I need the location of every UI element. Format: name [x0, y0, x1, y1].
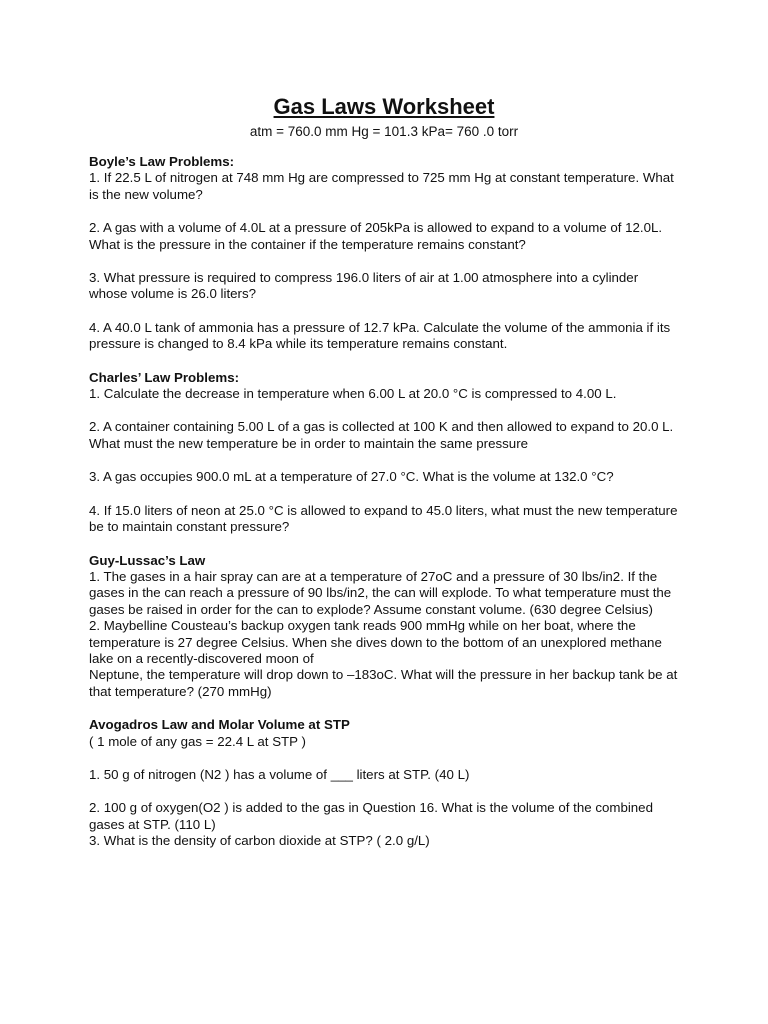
avogadro-note: ( 1 mole of any gas = 22.4 L at STP ) — [89, 733, 306, 749]
charles-question-3: 3. A gas occupies 900.0 mL at a temperature of 27.0 °C. What is the volume at 132.0 °C? — [89, 469, 614, 485]
unit-conversion-line: atm = 760.0 mm Hg = 101.3 kPa= 760 .0 torr — [249, 124, 519, 139]
boyle-question-1: 1. If 22.5 L of nitrogen at 748 mm Hg are compressed to 725 mm Hg at constant temperature. What is the new volume? — [89, 170, 678, 202]
avogadro-question-1: 1. 50 g of nitrogen (N2 ) has a volume of ___ liters at STP. (40 L) — [89, 766, 470, 782]
avogadro-heading: Avogadros Law and Molar Volume at STP — [89, 717, 350, 733]
avogadro-question-2: 2. 100 g of oxygen(O2 ) is added to the gas in Question 16. What is the volume of the combined gases at STP. (110 L) — [89, 800, 657, 832]
boyle-question-3: 3. What pressure is required to compress 196.0 liters of air at 1.00 atmosphere into a cylinder whose volume is 26.0 liters? — [89, 270, 642, 302]
charles-question-4: 4. If 15.0 liters of neon at 25.0 °C is allowed to expand to 45.0 liters, what must the new temperature — [89, 502, 678, 518]
charles-question-4-continued: be to maintain constant pressure? — [89, 519, 290, 535]
gay-lussac-section — [89, 552, 682, 701]
worksheet-content — [89, 154, 682, 850]
gay-lussac-question-2: 2. Maybelline Cousteau’s backup oxygen tank reads 900 mmHg while on her boat, where the temperature is 27 degree Celsius. When she dives down to the bottom of an unexplored methane lake on a recently-discovered moon of — [89, 618, 666, 666]
avogadro-section — [89, 717, 679, 849]
boyle-question-2: 2. A gas with a volume of 4.0L at a pressure of 205kPa is allowed to expand to a volume of 12.0L. What is the pressure in the container if the temperature remains constant? — [89, 220, 666, 252]
boyle-heading: Boyle’s Law Problems: — [89, 154, 235, 169]
boyle-question-4: 4. A 40.0 L tank of ammonia has a pressure of 12.7 kPa. Calculate the volume of the ammonia if its pressure is changed to 8.4 kPa while its temperature remains constant. — [89, 319, 674, 352]
page-title: Gas Laws Worksheet — [273, 94, 495, 119]
avogadro-question-3: 3. What is the density of carbon dioxide at STP? ( 2.0 g/L) — [89, 833, 430, 849]
charles-question-2: 2. A container containing 5.00 L of a gas is collected at 100 K and then allowed to expand to 20.0 L. What must the new temperature be in order to maintain the same pressure — [89, 419, 677, 451]
charles-question-1: 1. Calculate the decrease in temperature when 6.00 L at 20.0 °C is compressed to 4.00 L. — [89, 386, 617, 402]
gay-lussac-question-2-continued: Neptune, the temperature will drop down to –183oC. What will the pressure in her backup tank be at that temperature? (270 mmHg) — [89, 667, 682, 699]
boyle-section — [89, 154, 679, 353]
charles-section — [89, 370, 679, 536]
gay-lussac-heading: Guy-Lussac’s Law — [89, 552, 206, 568]
charles-heading: Charles’ Law Problems: — [89, 369, 240, 385]
gay-lussac-question-1: 1. The gases in a hair spray can are at a temperature of 27oC and a pressure of 30 lbs/in2. If the gases in the can reach a pressure of 90 lbs/in2, the can will explode. To what temperature must the gases be raised in order for the can to explode? Assume constant volume. (630 degree Celsius) — [89, 568, 675, 617]
